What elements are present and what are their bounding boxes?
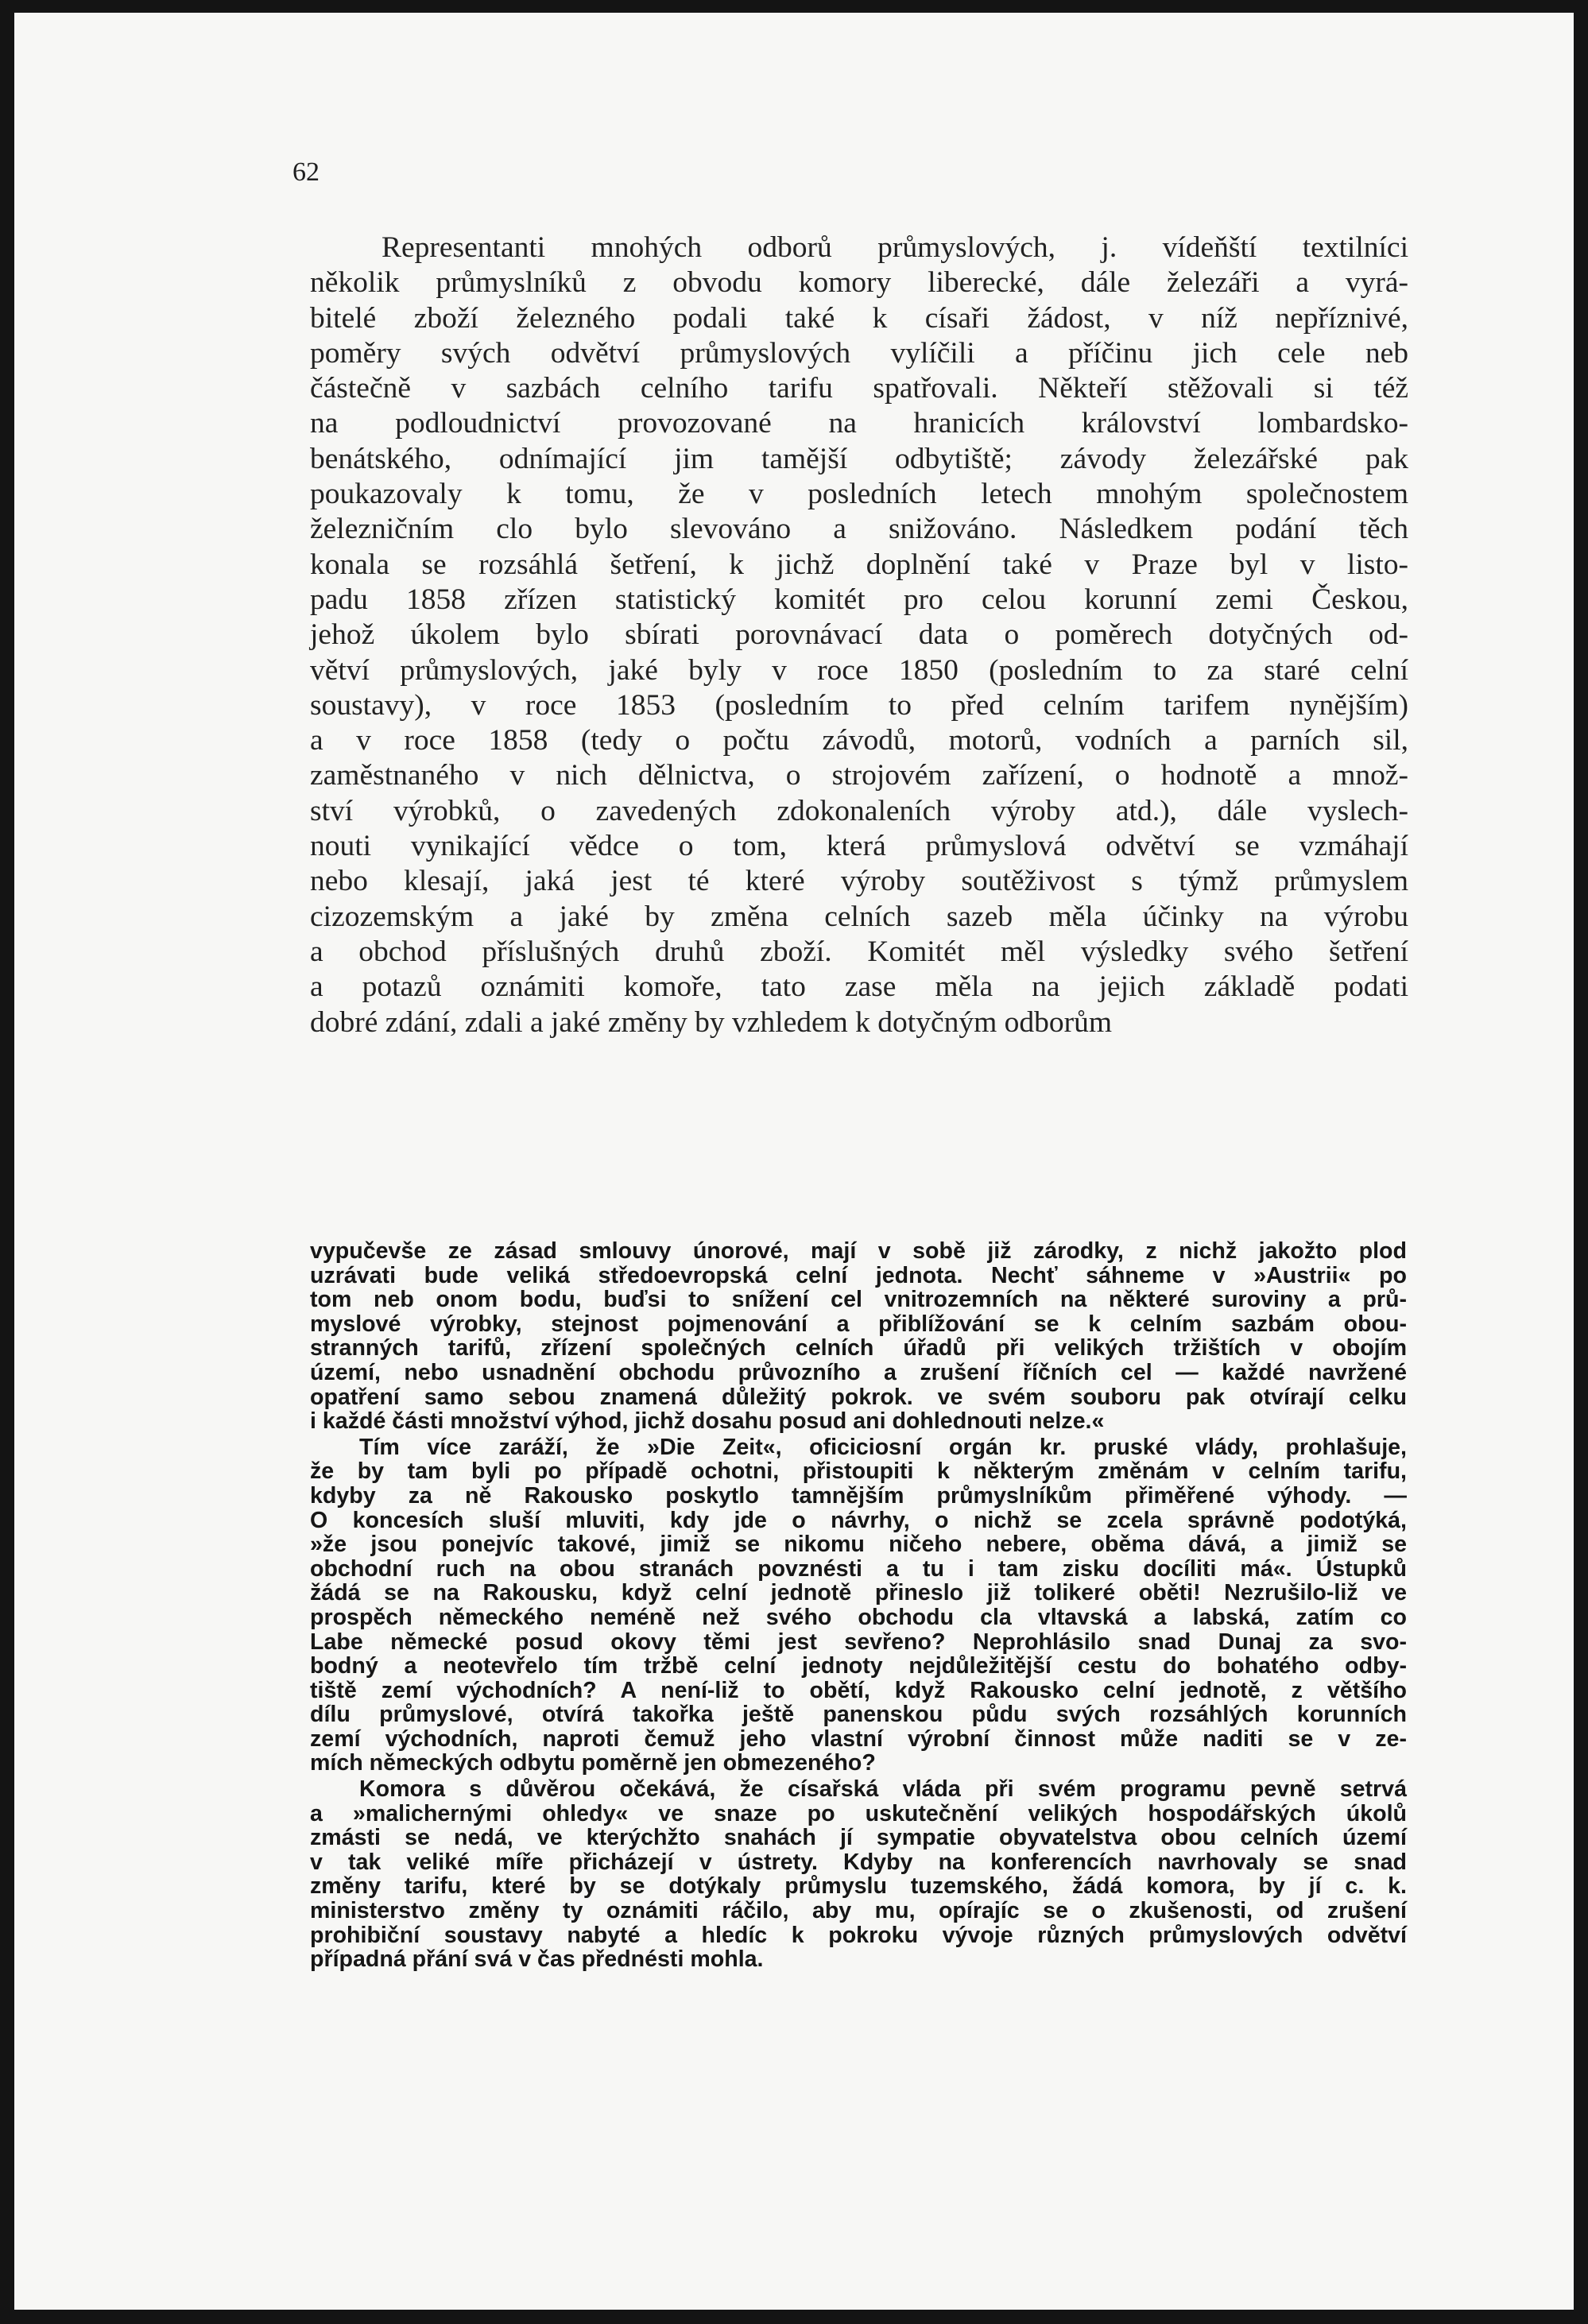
footnote-line: opatření samo sebou znamená důležitý pokrok. ve svém souboru pak otvírají celku	[310, 1384, 1407, 1410]
footnote-paragraph	[310, 1777, 1407, 1972]
body-text-line: ství výrobků, o zavedených zdokonaleních výroby atd.), dále vyslech-	[310, 794, 1408, 827]
footnote-block	[310, 1239, 1407, 1973]
page-number: 62	[292, 157, 320, 187]
footnote-line: případná přání svá v čas přednésti mohla.	[310, 1946, 764, 1973]
body-text-line: a potazů oznámiti komoře, tato zase měla na jejich základě podati	[310, 970, 1408, 1004]
footnote-line: dílu průmyslové, otvírá takořka ještě panenskou půdu svých rozsáhlých korunních	[310, 1702, 1407, 1728]
footnote-line: prohibiční soustavy nabyté a hledíc k pokroku vývoje různých průmyslových odvětví	[310, 1922, 1407, 1948]
body-text-line: padu 1858 zřízen statistický komitét pro celou korunní zemi Českou,	[310, 583, 1408, 616]
body-text-line: jehož úkolem bylo sbírati porovnávací data o poměrech dotyčných od-	[310, 618, 1408, 652]
body-text-line: železničním clo bylo slevováno a snižováno. Následkem podání těch	[310, 513, 1408, 546]
footnote-line: myslové výrobky, stejnost pojmenování a přiblížování se k celním sazbám obou-	[310, 1311, 1407, 1337]
body-text-line: částečně v sazbách celního tarifu spatřovali. Někteří stěžovali si též	[310, 372, 1408, 405]
page-edge	[14, 13, 22, 2310]
body-text-line: a obchod příslušných druhů zboží. Komitét měl výsledky svého šetření	[310, 935, 1408, 968]
footnote-paragraph	[310, 1435, 1407, 1776]
footnote-line: zmásti se nedá, ve kterýchžto snahách jí sympatie obyvatelstva obou celních území	[310, 1825, 1407, 1851]
footnote-line: stranných tarifů, zřízení společných celních úřadů při velikých tržištích v obojím	[310, 1335, 1407, 1361]
footnote-line: v tak veliké míře přicházejí v ústrety. Kdyby na konferencích navrhovaly se snad	[310, 1849, 1407, 1875]
body-text-line: větví průmyslových, jaké byly v roce 1850 (posledním to za staré celní	[310, 653, 1408, 687]
footnote-line: území, nebo usnadnění obchodu průvozního a zrušení říčních cel — každé navržené	[310, 1359, 1407, 1385]
footnote-line: bodný a neotevřelo tím tržbě celní jednoty nejdůležitější cestu do bohatého odby-	[310, 1653, 1407, 1679]
body-text-line: zaměstnaného v nich dělnictva, o strojovém zařízení, o hodnotě a množ-	[310, 759, 1408, 792]
body-text-line: Representanti mnohých odborů průmyslových, j. vídeňští textilníci	[382, 231, 1408, 264]
footnote-line: že by tam byli po případě ochotni, přistoupiti k některým změnám v celním tarifu,	[310, 1458, 1407, 1485]
body-text-line: konala se rozsáhlá šetření, k jichž doplnění také v Praze byl v listo-	[310, 548, 1408, 581]
body-text	[310, 230, 1408, 1040]
footnote-line: Komora s důvěrou očekává, že císařská vláda při svém programu pevně setrvá	[359, 1776, 1407, 1803]
footnote-line: tiště zemí východních? A není-liž to obětí, když Rakousko celní jednotě, z většího	[310, 1677, 1407, 1703]
footnote-line: obchodní ruch na obou stranách povznésti a tu i tam zisku docíliti má«. Ústupků	[310, 1555, 1407, 1582]
body-text-line: cizozemským a jaké by změna celních sazeb měla účinky na výrobu	[310, 900, 1408, 933]
footnote-line: uzrávati bude veliká středoevropská celní jednota. Nechť sáhneme v »Austrii« po	[310, 1262, 1407, 1288]
footnote-line: zemí východních, naproti čemuž jeho vlastní výrobní činnost může naditi se v ze-	[310, 1726, 1407, 1752]
body-text-line: na podloudnictví provozované na hranicích království lombardsko-	[310, 407, 1408, 440]
body-text-line: několik průmyslníků z obvodu komory liberecké, dále železáři a vyrá-	[310, 266, 1408, 300]
body-text-line: nebo klesají, jaká jest té které výroby soutěživost s týmž průmyslem	[310, 865, 1408, 898]
body-text-line: bitelé zboží železného podali také k císaři žádost, v níž nepříznivé,	[310, 301, 1408, 335]
footnote-line: a »malichernými ohledy« ve snaze po uskutečnění velikých hospodářských úkolů	[310, 1800, 1407, 1826]
footnote-line: Labe německé posud okovy těmi jest sevřeno? Neprohlásilo snad Dunaj za svo-	[310, 1629, 1407, 1655]
body-text-line: soustavy), v roce 1853 (posledním to před celním tarifem nynějším)	[310, 688, 1408, 722]
footnote-line: O koncesích sluší mluviti, kdy jde o návrhy, o nichž se zcela správně podotýká,	[310, 1507, 1407, 1533]
footnote-paragraph	[310, 1239, 1407, 1434]
footnote-line: ministerstvo změny ty oznámiti ráčilo, aby mu, opírajíc se o zkušenosti, od zrušení	[310, 1898, 1407, 1924]
body-text-line: nouti vynikající vědce o tom, která průmyslová odvětví se vzmáhají	[310, 830, 1408, 863]
body-text-line: a v roce 1858 (tedy o počtu závodů, motorů, vodních a parních sil,	[310, 724, 1408, 757]
body-text-line: benátského, odnímající jim tamější odbytiště; závody železářské pak	[310, 442, 1408, 475]
body-text-line: dobré zdání, zdali a jaké změny by vzhledem k dotyčným odborům	[310, 1005, 1113, 1039]
body-text-line: poukazovaly k tomu, že v posledních letech mnohým společnostem	[310, 478, 1408, 511]
footnote-line: tom neb onom bodu, buďsi to snížení cel vnitrozemních na některé suroviny a prů-	[310, 1287, 1407, 1313]
footnote-line: prospěch německého neméně než svého obchodu cla vltavská a labská, zatím co	[310, 1604, 1407, 1630]
footnote-line: vypučevše ze zásad smlouvy únorové, mají v sobě již zárodky, z nichž jakožto plod	[310, 1238, 1407, 1264]
footnote-line: žádá se na Rakousku, když celní jednotě přineslo již tolikeré oběti! Nezrušilo-liž ve	[310, 1580, 1407, 1606]
scanned-page	[14, 13, 1574, 2310]
footnote-line: kdyby za ně Rakousko poskytlo tamnějším průmyslníkům přiměřené výhody. —	[310, 1482, 1407, 1509]
footnote-line: změny tarifu, které by se dotýkaly průmyslu tuzemského, žádá komora, by jí c. k.	[310, 1873, 1407, 1900]
footnote-line: »že jsou ponejvíc takové, jimiž se nikomu ničeho nebere, oběma dává, a jimiž se	[310, 1532, 1407, 1558]
footnote-line: Tím více zaráží, že »Die Zeit«, oficiciosní orgán kr. pruské vlády, prohlašuje,	[359, 1434, 1407, 1460]
footnote-line: mích německých odbytu poměrně jen obmezeného?	[310, 1750, 876, 1776]
footnote-line: i každé části množství výhod, jichž dosahu posud ani dohlednouti nelze.«	[310, 1408, 1105, 1435]
body-text-line: poměry svých odvětví průmyslových vylíčili a příčinu jich cele neb	[310, 336, 1408, 370]
